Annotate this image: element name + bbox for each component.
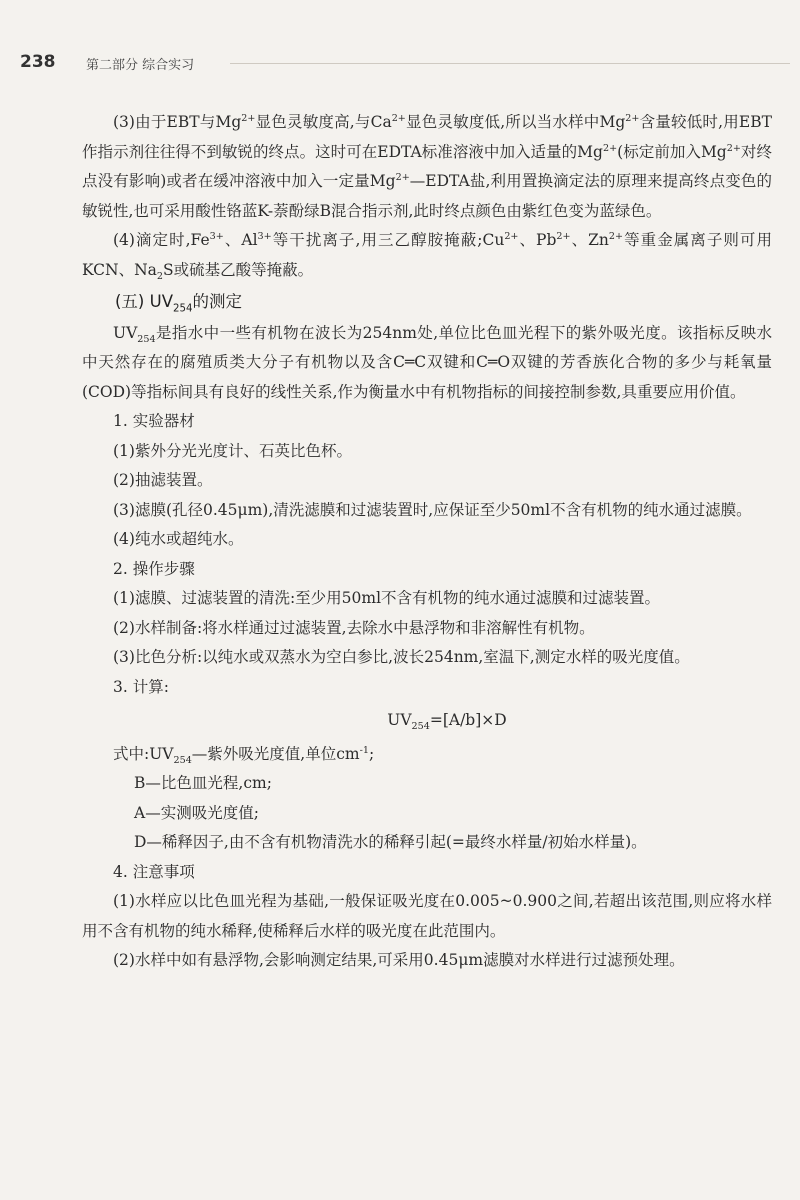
page-number: 238	[20, 52, 56, 72]
subsection-title-equipment: 1. 实验器材	[113, 412, 195, 430]
list-item: (2)抽滤装置。	[113, 471, 213, 489]
formula: $UV_{254}=[A/b]\times D$	[387, 711, 507, 733]
formula-definitions-lead: 式中$:UV_{254}—$紫外吸光度值,单位$cm^{-1}$;	[113, 744, 375, 766]
list-item: (1)滤膜、过滤装置的清洗:至少用50ml不含有机物的纯水通过滤膜和过滤装置。	[113, 589, 661, 607]
list-item: (3)滤膜(孔径0.45μm),清洗滤膜和过滤装置时,应保证至少50ml不含有机物的纯水通过滤膜。	[113, 500, 752, 519]
paragraph-uv254-intro: $UV_{254}$是指水中一些有机物在波长为254nm处,单位比色皿光程下的紫外吸光度。该指标反映水中天然存在的腐殖质类大分子有机物以及含C═C双键和C═O双键的芳香族化合物的多少与耗氧量(COD)等指标间具有良好的线性关系,作为衡量水中有机物指标的间接控制参数,具重要应用价值。	[82, 323, 772, 401]
paragraph-ebt: (3)由于EBT与$Mg^{2+}$显色灵敏度高,与$Ca^{2+}$显色灵敏度低,所以当水样中$Mg^{2+}$含量较低时,用EBT作指示剂往往得不到敏锐的终点。这时可在EDTA标准溶液中加入适量的$Mg^{2+}$(标定前加入$Mg^{2+}$对终点没有影响)或者在缓冲溶液中加入一定量$Mg^{2+}—EDTA$盐,利用置换滴定法的原理来提高终点变色的敏锐性,也可采用酸性铬蓝K-萘酚绿B混合指示剂,此时终点颜色由紫红色变为蓝绿色。	[82, 112, 772, 220]
paragraph-masking: (4)滴定时$,Fe^{3+}$、$Al^{3+}$等干扰离子,用三乙醇胺掩蔽$;Cu^{2+}$、$Pb^{2+}$、$Zn^{2+}$等重金属离子则可用KCN、$Na_2S$或硫基乙酸等掩蔽。	[82, 230, 772, 282]
subsection-title-procedure: 2. 操作步骤	[113, 559, 195, 578]
definition-d: D—稀释因子,由不含有机物清洗水的稀释引起(=最终水样量/初始水样量)。	[134, 833, 647, 851]
subsection-title-notes: 4. 注意事项	[113, 862, 195, 881]
definition-a: A—实测吸光度值;	[134, 803, 259, 822]
list-item: (1)紫外分光光度计、石英比色杯。	[113, 441, 352, 460]
definition-b: B—比色皿光程,cm;	[134, 774, 272, 792]
section-heading-uv254: (五) $UV_{254}$的测定	[115, 292, 242, 315]
subsection-title-calculation: 3. 计算:	[113, 677, 169, 696]
page-header	[20, 52, 780, 74]
list-item: (4)纯水或超纯水。	[113, 530, 244, 548]
list-item: (2)水样制备:将水样通过过滤装置,去除水中悬浮物和非溶解性有机物。	[113, 618, 595, 637]
section-title: 第二部分 综合实习	[86, 58, 195, 73]
header-rule	[230, 63, 790, 64]
list-item: (3)比色分析:以纯水或双蒸水为空白参比,波长254nm,室温下,测定水样的吸光度值。	[113, 648, 690, 666]
list-item: (1)水样应以比色皿光程为基础,一般保证吸光度在0.005~0.900之间,若超出该范围,则应将水样用不含有机物的纯水稀释,使稀释后水样的吸光度在此范围内。	[82, 892, 772, 940]
list-item: (2)水样中如有悬浮物,会影响测定结果,可采用0.45μm滤膜对水样进行过滤预处理。	[113, 951, 685, 969]
page-body	[82, 108, 772, 976]
